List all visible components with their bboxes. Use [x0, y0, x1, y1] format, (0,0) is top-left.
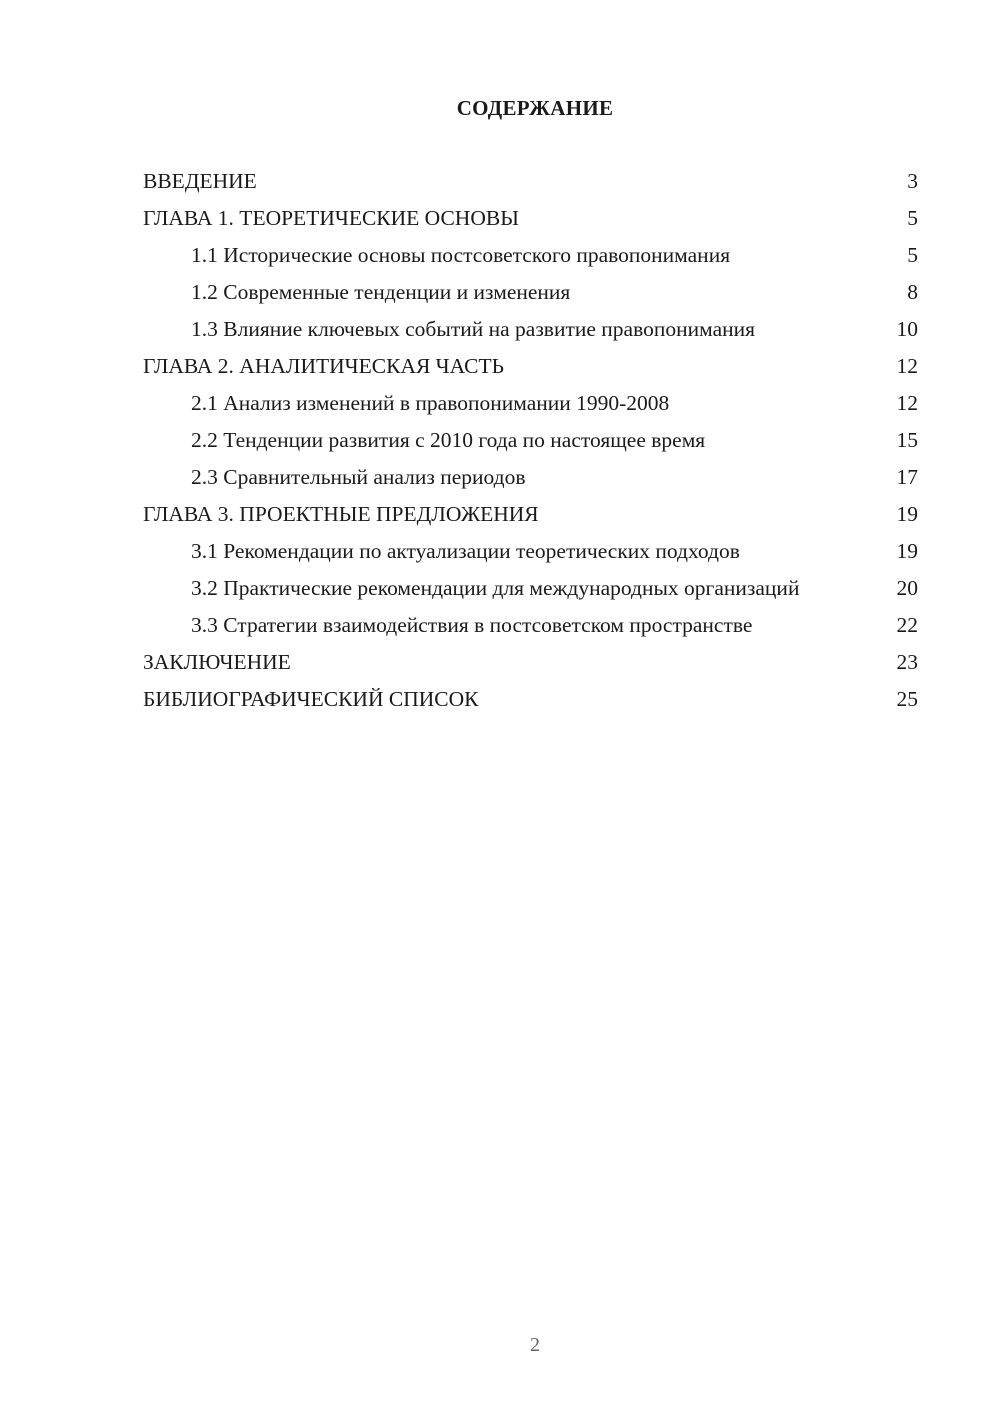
toc-entry-title: 1.3 Влияние ключевых событий на развитие правопонимания [191, 317, 756, 341]
toc-entry-chapter-3[interactable] [143, 501, 918, 527]
toc-entry-conclusion[interactable] [143, 649, 918, 675]
toc-entry-title: ВВЕДЕНИЕ [143, 169, 257, 193]
toc-entry-title: БИБЛИОГРАФИЧЕСКИЙ СПИСОК [143, 687, 479, 711]
table-of-contents [143, 168, 918, 723]
toc-entry-page: 20 [896, 576, 918, 600]
toc-entry-section-1-1[interactable] [143, 242, 918, 268]
toc-entry-section-1-2[interactable] [143, 279, 918, 305]
toc-entry-introduction[interactable] [143, 168, 918, 194]
page-title: СОДЕРЖАНИЕ [456, 96, 614, 120]
toc-entry-page: 25 [896, 687, 918, 711]
toc-entry-page: 19 [896, 502, 918, 526]
toc-entry-page: 23 [896, 650, 918, 674]
toc-entry-title: 1.1 Исторические основы постсоветского правопонимания [191, 243, 731, 267]
page-number: 2 [530, 1334, 540, 1356]
toc-entry-title: 3.2 Практические рекомендации для международных организаций [191, 576, 800, 600]
toc-entry-section-2-2[interactable] [143, 427, 918, 453]
toc-entry-title: 2.1 Анализ изменений в правопонимании 1990-2008 [191, 391, 670, 415]
toc-entry-chapter-2[interactable] [143, 353, 918, 379]
toc-entry-chapter-1[interactable] [143, 205, 918, 231]
toc-entry-page: 12 [896, 391, 918, 415]
toc-entry-title: ГЛАВА 3. ПРОЕКТНЫЕ ПРЕДЛОЖЕНИЯ [143, 502, 539, 526]
toc-entry-section-2-1[interactable] [143, 390, 918, 416]
toc-entry-bibliography[interactable] [143, 686, 918, 712]
toc-entry-title: 2.2 Тенденции развития с 2010 года по настоящее время [191, 428, 706, 452]
toc-entry-page: 15 [896, 428, 918, 452]
toc-entry-title: 2.3 Сравнительный анализ периодов [191, 465, 526, 489]
toc-entry-section-3-3[interactable] [143, 612, 918, 638]
toc-entry-page: 5 [907, 206, 918, 230]
toc-entry-page: 8 [907, 280, 918, 304]
toc-entry-title: 1.2 Современные тенденции и изменения [191, 280, 571, 304]
toc-entry-title: ЗАКЛЮЧЕНИЕ [143, 650, 291, 674]
toc-entry-title: ГЛАВА 2. АНАЛИТИЧЕСКАЯ ЧАСТЬ [143, 354, 504, 378]
toc-entry-section-1-3[interactable] [143, 316, 918, 342]
toc-entry-section-2-3[interactable] [143, 464, 918, 490]
toc-entry-title: 3.1 Рекомендации по актуализации теоретических подходов [191, 539, 740, 563]
toc-entry-page: 19 [896, 539, 918, 563]
toc-entry-section-3-2[interactable] [143, 575, 918, 601]
toc-entry-page: 17 [896, 465, 918, 489]
toc-entry-section-3-1[interactable] [143, 538, 918, 564]
toc-entry-page: 12 [896, 354, 918, 378]
toc-entry-page: 3 [907, 169, 918, 193]
toc-entry-title: ГЛАВА 1. ТЕОРЕТИЧЕСКИЕ ОСНОВЫ [143, 206, 519, 230]
toc-entry-page: 10 [896, 317, 918, 341]
toc-entry-page: 22 [896, 613, 918, 637]
toc-entry-title: 3.3 Стратегии взаимодействия в постсоветском пространстве [191, 613, 753, 637]
toc-entry-page: 5 [907, 243, 918, 267]
